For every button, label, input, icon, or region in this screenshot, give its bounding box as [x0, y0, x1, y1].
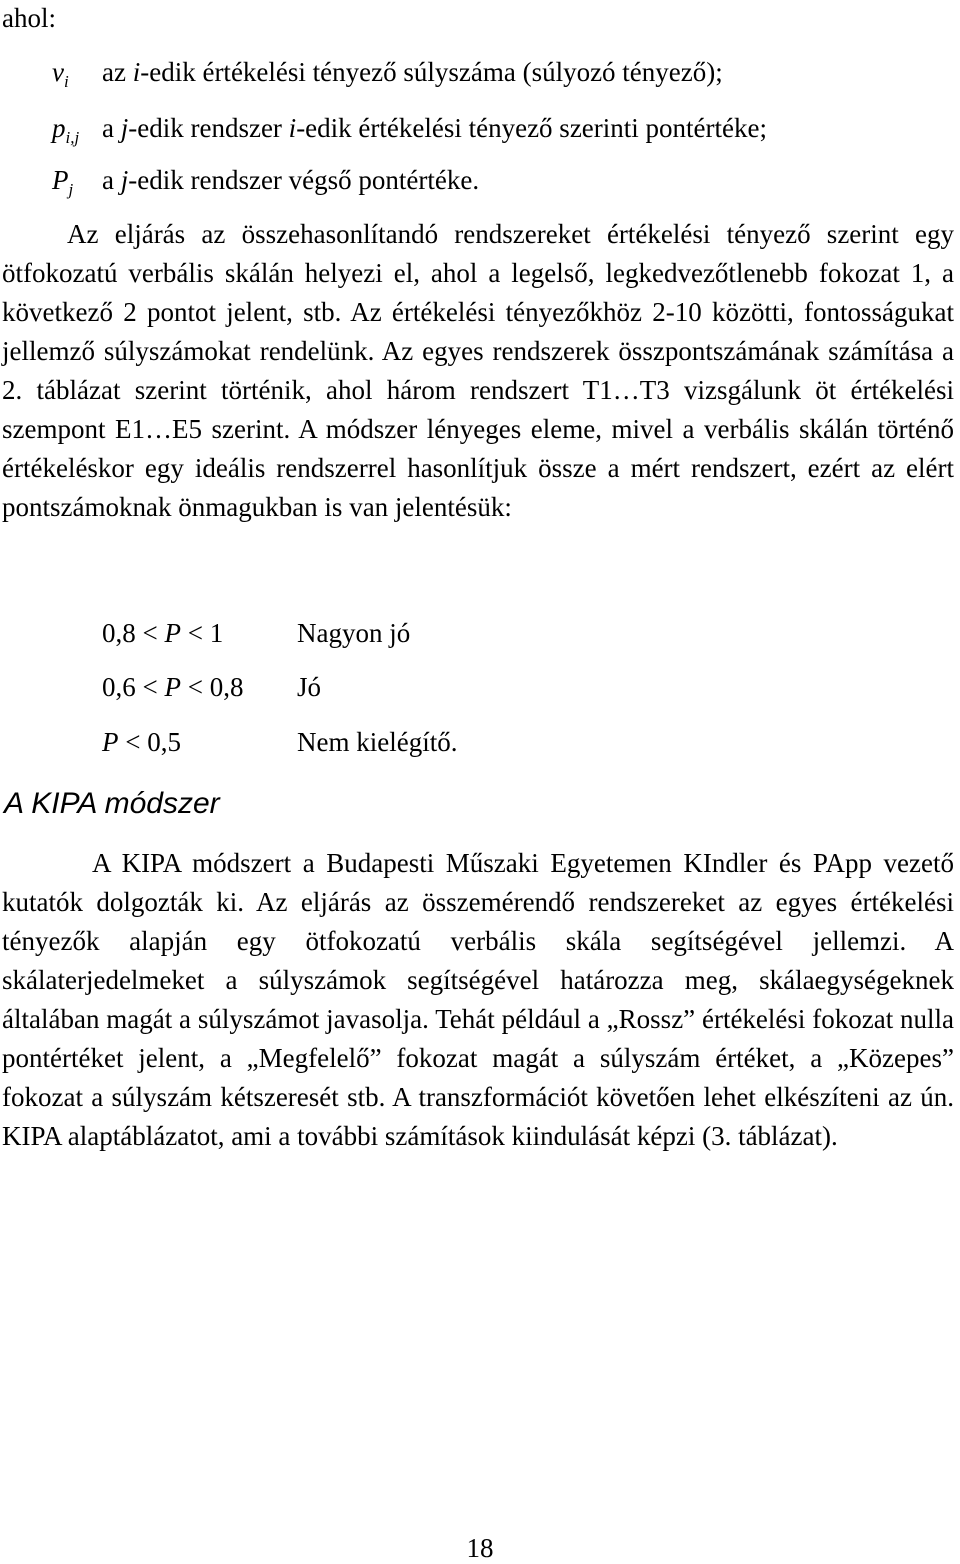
condition-label-1: Nagyon jó [297, 618, 411, 648]
condition-range-1: 0,8 < P < 1 [102, 618, 224, 648]
paragraph-kipa-text: A KIPA módszert a Budapesti Műszaki Egyetemen KIndler és PApp vezető kutatók dolgozták ki. Az eljárás az összemérendő rendszereket az egyes értékelési tényezők alapján egy ötfokozatú verbális skála segítségével jellemzi. A skálaterjedelmeket a súlyszámok segítségével határozza meg, skálaegységeknek általában magát a súlyszámot javasolja. Tehát például a „Rossz” értékelési fokozat nulla pontértéket jelent, a „Megfelelő” fokozat magát a súlyszám értéket, a „Közepes” fokozat a súlyszám kétszeresét stb. A transzformációt követően lehet elkészíteni az ún. KIPA alaptáblázatot, ami a további számítások kiindulását képzi (3. táblázat). [2, 848, 954, 1151]
intro-text: ahol: [2, 3, 56, 33]
paragraph-method-text: Az eljárás az összehasonlítandó rendszereket értékelési tényező szerint egy ötfokozatú verbális skálán helyezi el, ahol a legelső, legkedvezőtlenebb fokozat 1, a következő 2 pontot jelent, stb. Az értékelési tényezőkhöz 2-10 közötti, fontosságukat jellemző súlyszámokat rendelünk. Az egyes rendszerek összpontszámának számítása a 2. táblázat szerint történik, ahol három rendszert T1…T3 vizsgálunk öt értékelési szempont E1…E5 szerint. A módszer lényeges eleme, mivel a verbális skálán történő értékeléskor egy ideális rendszerrel hasonlítjuk össze a mért rendszert, ezért az elért pontszámoknak önmagukban is van jelentésük: [2, 219, 954, 522]
section-heading: A KIPA módszer [4, 787, 220, 820]
condition-range-3: P < 0,5 [102, 727, 181, 757]
condition-label-2: Jó [297, 672, 322, 702]
paragraph-kipa [2, 844, 954, 1156]
definition-P-j: a j-edik rendszer végső pontértéke. [102, 165, 480, 195]
symbol-P-j: $P_j$ [52, 165, 74, 199]
symbol-v-i: $v_i$ [52, 57, 69, 91]
condition-range-2: 0,6 < P < 0,8 [102, 672, 244, 702]
paragraph-method [2, 215, 954, 527]
symbol-p-ij: $p_{i,j}$ [52, 113, 80, 147]
page-number: 18 [466, 1533, 494, 1563]
condition-label-3: Nem kielégítő. [297, 727, 458, 757]
definition-p-ij: a j-edik rendszer i-edik értékelési tényező szerinti pontértéke; [102, 113, 767, 143]
definition-v-i: az i-edik értékelési tényező súlyszáma (súlyozó tényező); [102, 57, 723, 87]
